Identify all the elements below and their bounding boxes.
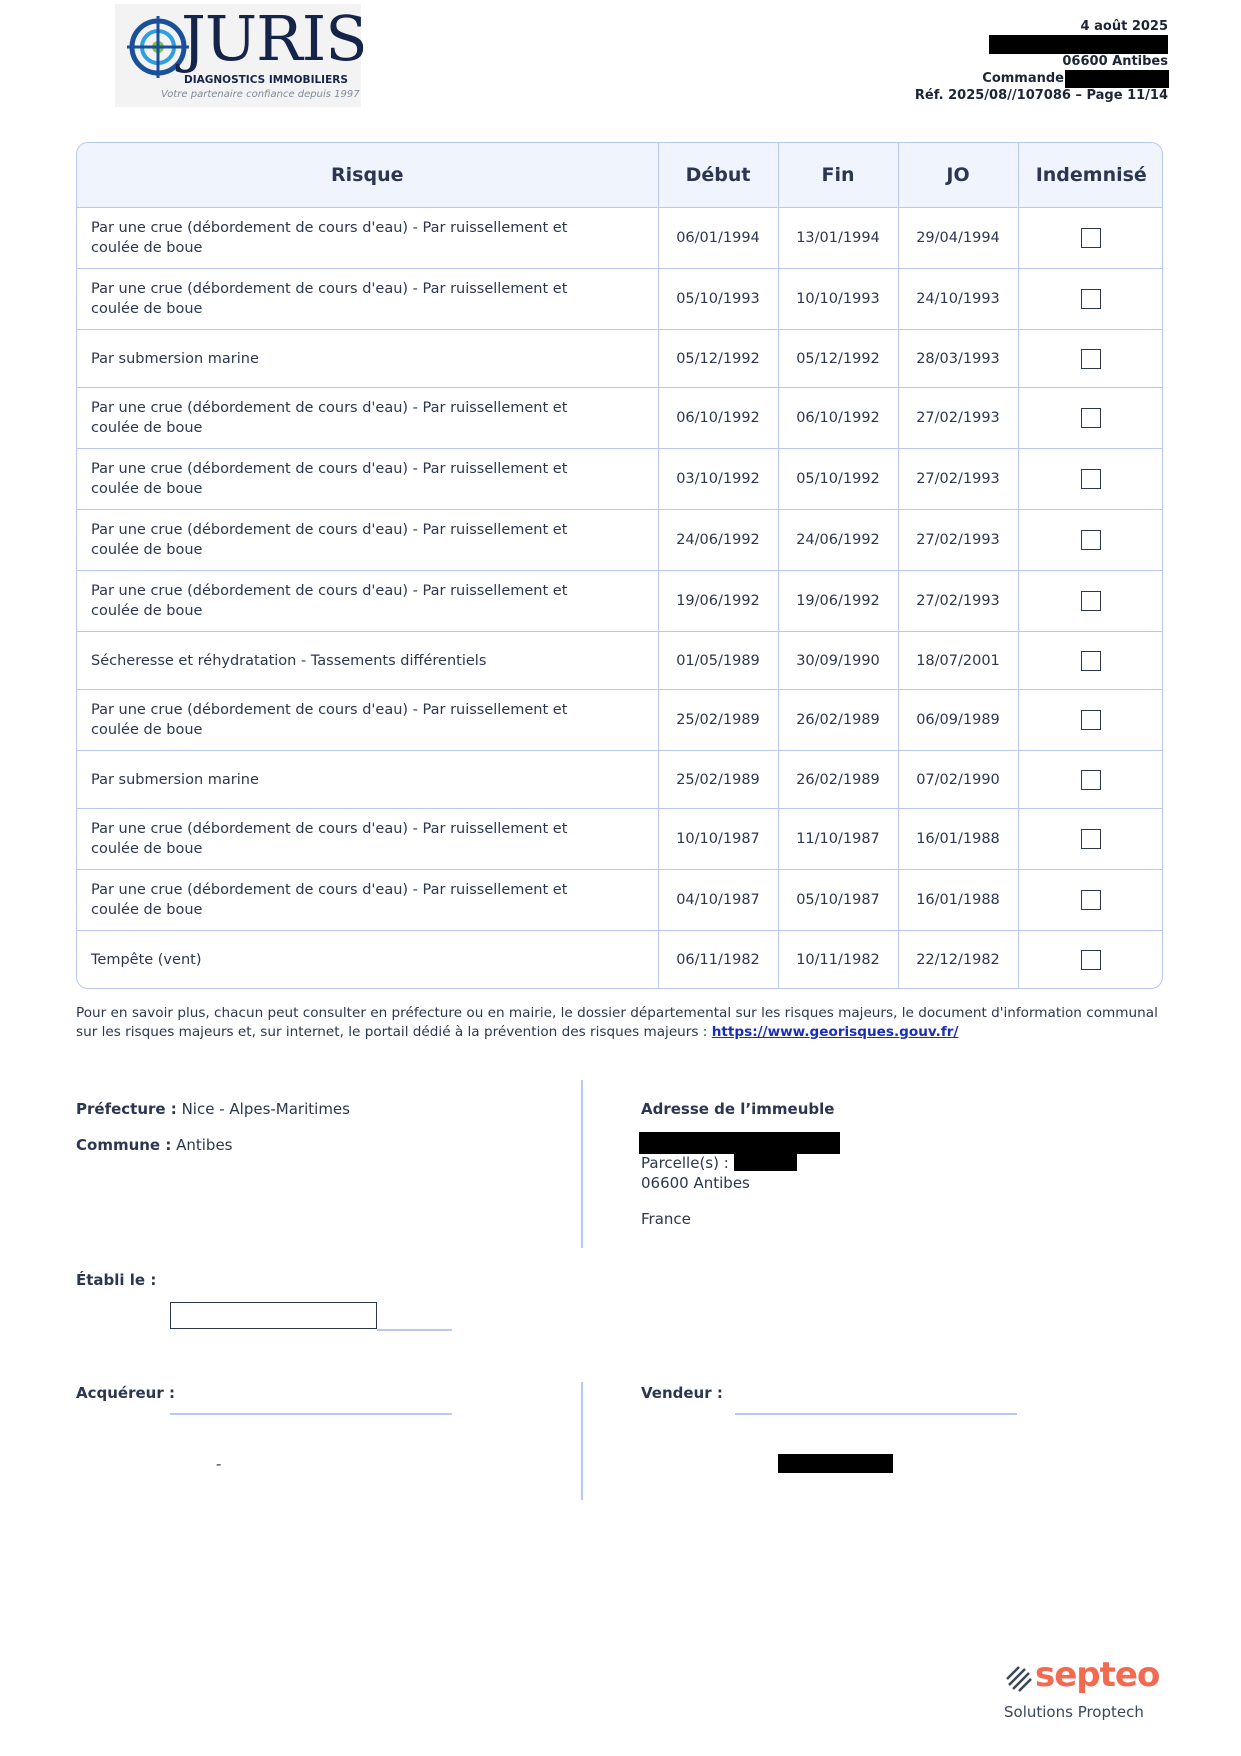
indemnise-checkbox[interactable] xyxy=(1081,591,1101,611)
end-cell: 05/10/1992 xyxy=(778,449,898,510)
redacted-vendeur xyxy=(778,1454,893,1473)
jo-cell: 22/12/1982 xyxy=(898,931,1018,989)
risk-cell: Par une crue (débordement de cours d'eau) - Par ruissellement et coulée de boue xyxy=(77,571,658,632)
indemnise-checkbox[interactable] xyxy=(1081,710,1101,730)
col-header-indemnise: Indemnisé xyxy=(1018,143,1163,208)
logo-tagline: Votre partenaire confiance depuis 1997 xyxy=(161,89,360,100)
jo-cell: 18/07/2001 xyxy=(898,632,1018,690)
target-icon xyxy=(127,16,189,78)
jo-cell: 27/02/1993 xyxy=(898,449,1018,510)
indemnise-cell xyxy=(1018,751,1163,809)
table-row xyxy=(77,269,1163,330)
acquereur-value: - xyxy=(216,1455,222,1473)
risk-cell: Par une crue (débordement de cours d'eau) - Par ruissellement et coulée de boue xyxy=(77,449,658,510)
etabli-underline xyxy=(377,1329,452,1331)
indemnise-cell xyxy=(1018,269,1163,330)
risk-cell: Sécheresse et réhydratation - Tassements différentiels xyxy=(77,632,658,690)
start-cell: 01/05/1989 xyxy=(658,632,778,690)
acquereur-label xyxy=(76,1384,175,1402)
table-header-row xyxy=(77,143,1163,208)
indemnise-checkbox[interactable] xyxy=(1081,950,1101,970)
risk-cell: Par une crue (débordement de cours d'eau) - Par ruissellement et coulée de boue xyxy=(77,269,658,330)
indemnise-checkbox[interactable] xyxy=(1081,770,1101,790)
indemnise-cell xyxy=(1018,931,1163,989)
risk-table xyxy=(76,142,1163,989)
indemnise-cell xyxy=(1018,388,1163,449)
risk-cell: Par submersion marine xyxy=(77,330,658,388)
jo-cell: 28/03/1993 xyxy=(898,330,1018,388)
indemnise-checkbox[interactable] xyxy=(1081,289,1101,309)
indemnise-cell xyxy=(1018,632,1163,690)
vendeur-label-text: Vendeur : xyxy=(641,1384,723,1402)
jo-cell: 27/02/1993 xyxy=(898,388,1018,449)
start-cell: 06/10/1992 xyxy=(658,388,778,449)
start-cell: 04/10/1987 xyxy=(658,870,778,931)
indemnise-cell xyxy=(1018,449,1163,510)
etabli-label-text: Établi le : xyxy=(76,1271,157,1289)
table-row xyxy=(77,690,1163,751)
risk-cell: Par une crue (débordement de cours d'eau) - Par ruissellement et coulée de boue xyxy=(77,388,658,449)
commune-value: Antibes xyxy=(176,1136,233,1154)
indemnise-cell xyxy=(1018,330,1163,388)
indemnise-checkbox[interactable] xyxy=(1081,408,1101,428)
end-cell: 11/10/1987 xyxy=(778,809,898,870)
col-header-risque: Risque xyxy=(77,143,658,208)
table-row xyxy=(77,510,1163,571)
etabli-date-field[interactable] xyxy=(170,1302,377,1329)
table-row xyxy=(77,330,1163,388)
redacted-parcelle xyxy=(734,1152,797,1171)
acquereur-underline xyxy=(170,1413,452,1415)
indemnise-cell xyxy=(1018,690,1163,751)
indemnise-checkbox[interactable] xyxy=(1081,651,1101,671)
jo-cell: 07/02/1990 xyxy=(898,751,1018,809)
info-divider xyxy=(581,1080,583,1248)
end-cell: 05/10/1987 xyxy=(778,870,898,931)
logo-brand: JURIS xyxy=(181,2,367,75)
table-row xyxy=(77,809,1163,870)
jo-cell: 27/02/1993 xyxy=(898,571,1018,632)
indemnise-cell xyxy=(1018,809,1163,870)
commune-label: Commune : xyxy=(76,1136,172,1154)
col-header-fin: Fin xyxy=(778,143,898,208)
risk-cell: Tempête (vent) xyxy=(77,931,658,989)
end-cell: 10/10/1993 xyxy=(778,269,898,330)
col-header-debut: Début xyxy=(658,143,778,208)
septeo-stripes-icon xyxy=(1005,1665,1033,1693)
end-cell: 13/01/1994 xyxy=(778,208,898,269)
indemnise-checkbox[interactable] xyxy=(1081,530,1101,550)
redacted-order xyxy=(1065,70,1169,88)
septeo-tagline: Solutions Proptech xyxy=(1004,1703,1144,1721)
risk-cell: Par une crue (débordement de cours d'eau) - Par ruissellement et coulée de boue xyxy=(77,809,658,870)
start-cell: 24/06/1992 xyxy=(658,510,778,571)
prefecture-label: Préfecture : xyxy=(76,1100,177,1118)
table-row xyxy=(77,571,1163,632)
risk-cell: Par une crue (débordement de cours d'eau) - Par ruissellement et coulée de boue xyxy=(77,510,658,571)
start-cell: 06/11/1982 xyxy=(658,931,778,989)
indemnise-cell xyxy=(1018,571,1163,632)
jo-cell: 16/01/1988 xyxy=(898,870,1018,931)
jo-cell: 29/04/1994 xyxy=(898,208,1018,269)
table-row xyxy=(77,449,1163,510)
table-row xyxy=(77,632,1163,690)
indemnise-checkbox[interactable] xyxy=(1081,228,1101,248)
etabli-label xyxy=(76,1271,156,1289)
jo-cell: 27/02/1993 xyxy=(898,510,1018,571)
redacted-address xyxy=(639,1132,840,1154)
end-cell: 10/11/1982 xyxy=(778,931,898,989)
info-note-text: Pour en savoir plus, chacun peut consulter en préfecture ou en mairie, le dossier départemental sur les risques majeurs, le document d'information communal sur les risques majeurs et, sur internet, le portail dédié à la prévention des risques majeurs : xyxy=(76,1005,1158,1040)
table-row xyxy=(77,388,1163,449)
signature-divider xyxy=(581,1382,583,1500)
end-cell: 30/09/1990 xyxy=(778,632,898,690)
indemnise-cell xyxy=(1018,510,1163,571)
parcelles-label: Parcelle(s) : xyxy=(641,1154,729,1172)
header-order-label: Commande xyxy=(982,71,1064,86)
start-cell: 05/12/1992 xyxy=(658,330,778,388)
vendeur-underline xyxy=(735,1413,1017,1415)
indemnise-cell xyxy=(1018,870,1163,931)
prefecture-value: Nice - Alpes-Maritimes xyxy=(181,1100,350,1118)
start-cell: 06/01/1994 xyxy=(658,208,778,269)
indemnise-checkbox[interactable] xyxy=(1081,829,1101,849)
header-reference: Réf. 2025/08//107086 – Page 11/14 xyxy=(914,88,1168,103)
indemnise-checkbox[interactable] xyxy=(1081,890,1101,910)
indemnise-checkbox[interactable] xyxy=(1081,349,1101,369)
acquereur-label-text: Acquéreur : xyxy=(76,1384,175,1402)
table-row xyxy=(77,751,1163,809)
address-country: France xyxy=(641,1210,691,1228)
risk-cell: Par submersion marine xyxy=(77,751,658,809)
start-cell: 05/10/1993 xyxy=(658,269,778,330)
end-cell: 26/02/1989 xyxy=(778,690,898,751)
start-cell: 19/06/1992 xyxy=(658,571,778,632)
indemnise-cell xyxy=(1018,208,1163,269)
prefecture-line xyxy=(76,1100,350,1118)
end-cell: 06/10/1992 xyxy=(778,388,898,449)
commune-line xyxy=(76,1136,233,1154)
start-cell: 10/10/1987 xyxy=(658,809,778,870)
logo-subtitle: DIAGNOSTICS IMMOBILIERS xyxy=(184,74,348,86)
table-row xyxy=(77,208,1163,269)
start-cell: 25/02/1989 xyxy=(658,690,778,751)
georisques-link[interactable]: https://www.georisques.gouv.fr/ xyxy=(711,1024,959,1040)
start-cell: 25/02/1989 xyxy=(658,751,778,809)
end-cell: 19/06/1992 xyxy=(778,571,898,632)
risk-cell: Par une crue (débordement de cours d'eau) - Par ruissellement et coulée de boue xyxy=(77,690,658,751)
address-city: 06600 Antibes xyxy=(641,1174,750,1192)
risk-cell: Par une crue (débordement de cours d'eau) - Par ruissellement et coulée de boue xyxy=(77,870,658,931)
risk-cell: Par une crue (débordement de cours d'eau) - Par ruissellement et coulée de boue xyxy=(77,208,658,269)
col-header-jo: JO xyxy=(898,143,1018,208)
vendeur-label xyxy=(641,1384,723,1402)
start-cell: 03/10/1992 xyxy=(658,449,778,510)
table-row xyxy=(77,870,1163,931)
address-title xyxy=(641,1100,834,1118)
table-row xyxy=(77,931,1163,989)
jo-cell: 16/01/1988 xyxy=(898,809,1018,870)
juris-logo xyxy=(115,2,367,107)
header-city: 06600 Antibes xyxy=(1062,54,1168,69)
septeo-logo: septeo xyxy=(1035,1655,1160,1695)
end-cell: 24/06/1992 xyxy=(778,510,898,571)
jo-cell: 06/09/1989 xyxy=(898,690,1018,751)
end-cell: 05/12/1992 xyxy=(778,330,898,388)
address-title-text: Adresse de l’immeuble xyxy=(641,1100,835,1118)
jo-cell: 24/10/1993 xyxy=(898,269,1018,330)
indemnise-checkbox[interactable] xyxy=(1081,469,1101,489)
header-date: 4 août 2025 xyxy=(1080,19,1168,34)
info-note xyxy=(76,1004,1166,1042)
end-cell: 26/02/1989 xyxy=(778,751,898,809)
redacted-block xyxy=(989,35,1168,54)
